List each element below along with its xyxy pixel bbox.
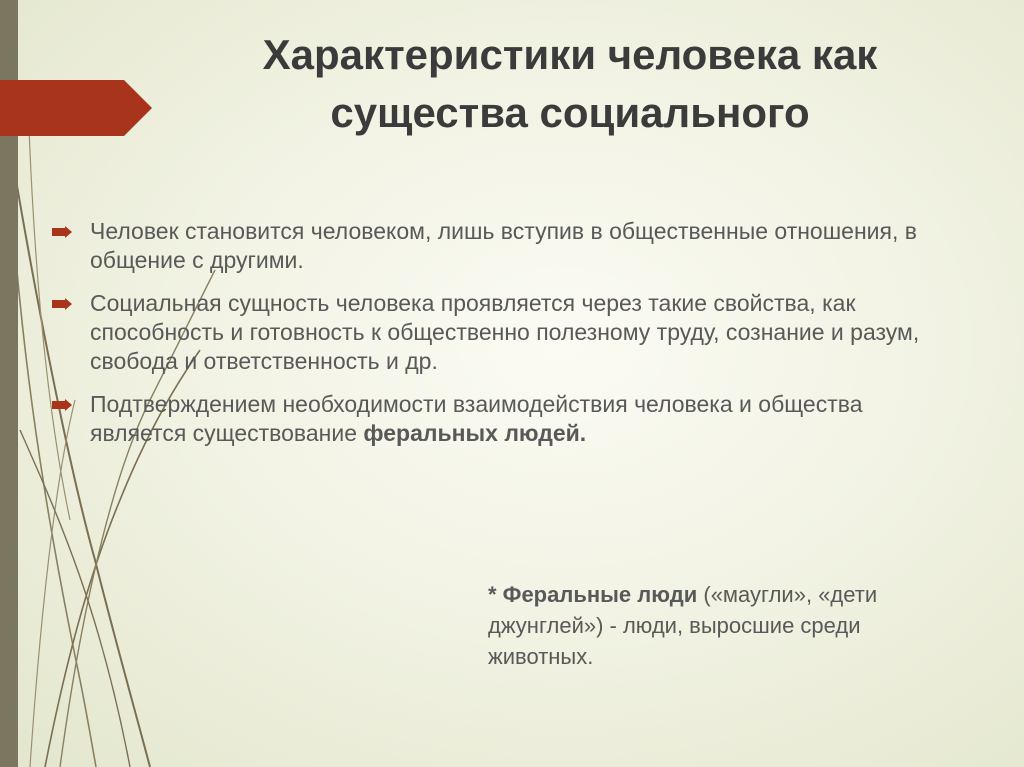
bullet-list — [50, 217, 950, 462]
bullet-item-1 — [50, 217, 950, 275]
red-arrow-marker — [0, 80, 152, 136]
arrow-bullet-icon — [52, 399, 72, 411]
title-line-1: Характеристики человека как — [262, 31, 878, 78]
bullet-text-3-bold: феральных людей. — [363, 420, 587, 446]
arrow-bullet-icon — [52, 226, 72, 238]
bullet-item-2 — [50, 289, 950, 376]
footnote — [488, 579, 958, 672]
bullet-item-3 — [50, 390, 950, 448]
footnote-rest: («маугли», «дети джунглей») - люди, выросшие среди животных. — [488, 582, 878, 669]
bullet-text-1: Человек становится человеком, лишь вступив в общественные отношения, в общение с другими. — [90, 218, 917, 273]
footnote-bold: * Феральные люди — [488, 582, 698, 607]
title-line-2: существа социального — [330, 89, 810, 136]
bullet-text-3: Подтверждением необходимости взаимодействия человека и общества является существование — [90, 391, 863, 446]
bullet-text-2: Социальная сущность человека проявляется через такие свойства, как способность и готовность к общественно полезному труду, сознание и разум, свобода и ответственность и др. — [90, 290, 920, 374]
arrow-bullet-icon — [52, 298, 72, 310]
slide-title — [190, 26, 950, 142]
